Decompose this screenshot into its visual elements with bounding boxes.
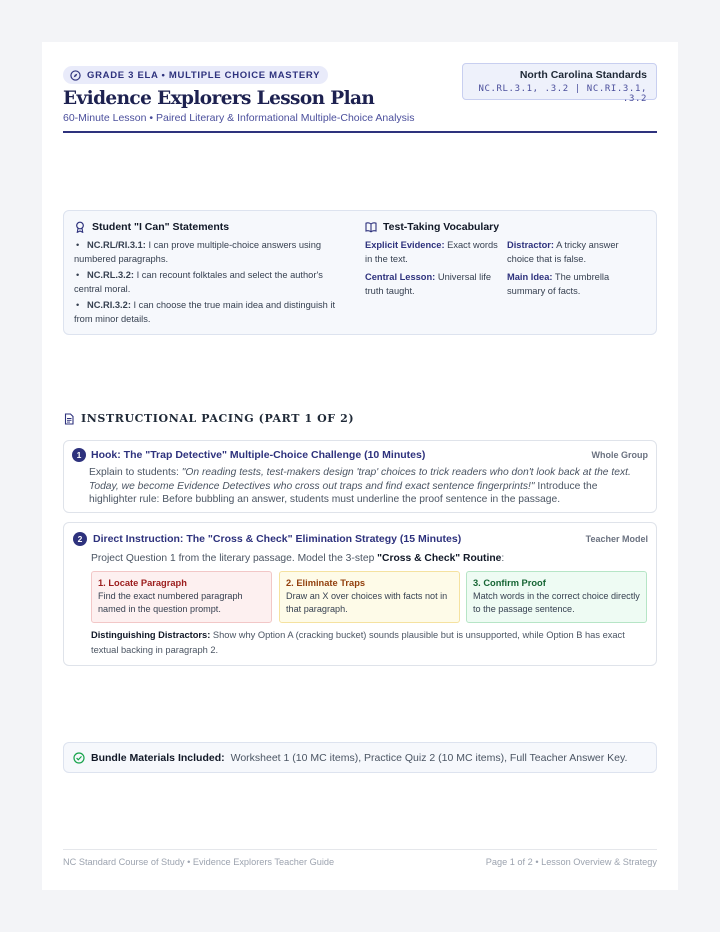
lesson-page — [42, 42, 678, 890]
vocab-item — [507, 270, 647, 298]
grade-pill — [63, 66, 328, 84]
footer-right: Page 1 of 2 • Lesson Overview & Strategy — [485, 857, 657, 867]
step-number: 1 — [72, 448, 86, 462]
footer-left: NC Standard Course of Study • Evidence Explorers Teacher Guide — [63, 857, 335, 867]
routine-name: "Cross & Check" Routine — [377, 553, 502, 564]
ican-heading — [74, 221, 229, 233]
step-tail: Introduce the highlighter rule: Before bubbling an answer, students must underline the proof sentence in the passage. — [89, 480, 598, 505]
header-divider — [63, 131, 657, 133]
objectives-card — [63, 210, 657, 335]
ican-text: I can prove multiple-choice answers using numbered paragraphs. — [74, 240, 322, 264]
page-subtitle: 60-Minute Lesson • Paired Literary & Informational Multiple-Choice Analysis — [63, 112, 415, 124]
standards-codes: NC.RL.3.1, .3.2 | NC.RI.3.1, .3.2 — [478, 84, 647, 104]
standards-title: North Carolina Standards — [519, 69, 647, 81]
step-lead: Explain to students: — [89, 467, 182, 478]
vocab-term: Explicit Evidence: — [365, 240, 445, 250]
sub-box-text: Match words in the correct choice directly to the passage sentence. — [473, 591, 640, 614]
bundle-text: Worksheet 1 (10 MC items), Practice Quiz 2 (10 MC items), Full Teacher Answer Key. — [230, 751, 628, 764]
ican-text: I can recount folktales and select the author's central moral. — [74, 270, 323, 294]
step-body — [89, 466, 644, 507]
footer-divider — [63, 849, 657, 850]
sub-box-text: Draw an X over choices with facts not in that paragraph. — [286, 591, 448, 614]
eliminate-traps-box — [279, 571, 460, 623]
vocab-term: Distractor: — [507, 240, 555, 250]
locate-paragraph-box — [91, 571, 272, 623]
distractors-text: Show why Option A (cracking bucket) sounds plausible but is unsupported, while Option B has exact textual backing in paragraph 2. — [91, 630, 625, 655]
vocab-def: The umbrella summary of facts. — [507, 272, 610, 296]
vocab-item — [507, 238, 647, 266]
vocab-term: Central Lesson: — [365, 272, 436, 282]
pacing-heading-text: INSTRUCTIONAL PACING (PART 1 OF 2) — [81, 412, 355, 425]
sub-box-title: 1. Locate Paragraph — [98, 578, 187, 588]
compass-icon — [70, 70, 81, 81]
check-circle-icon — [73, 752, 85, 764]
ican-item: • NC.RI.3.2: I can choose the true main idea and distinguish it from minor details. — [74, 300, 336, 324]
step-tag: Whole Group — [591, 450, 648, 460]
step-card-direct-instruction — [63, 522, 657, 666]
step-quote: "On reading tests, test-makers design 'trap' choices to trick readers who don't look back at the text. Today, we become Evidence Detectives who cross out traps and find exact sentence fingerprints!" — [89, 467, 631, 492]
ican-heading-text: Student "I Can" Statements — [92, 221, 230, 233]
vocab-heading-text: Test-Taking Vocabulary — [383, 221, 500, 233]
distractors-label: Distinguishing Distractors: — [91, 630, 211, 640]
open-book-icon — [365, 221, 377, 233]
award-ribbon-icon — [74, 221, 86, 233]
ican-code: NC.RL.3.2: — [87, 270, 135, 280]
ican-item: • NC.RL.3.2: I can recount folktales and select the author's central moral. — [74, 270, 323, 294]
bundle-label: Bundle Materials Included: — [91, 751, 225, 764]
ican-list — [74, 238, 342, 328]
page-title: Evidence Explorers Lesson Plan — [63, 88, 375, 109]
vocab-def: Exact words in the text. — [365, 240, 498, 264]
step-title: Direct Instruction: The "Cross & Check" Elimination Strategy (15 Minutes) — [93, 533, 462, 545]
step-tag: Teacher Model — [585, 534, 648, 544]
bundle-materials — [63, 742, 657, 773]
document-icon — [63, 413, 75, 425]
ican-text: I can choose the true main idea and distinguish it from minor details. — [74, 300, 336, 324]
standards-box — [462, 63, 657, 104]
vocab-def: A tricky answer choice that is false. — [507, 240, 619, 264]
step-intro — [91, 552, 646, 566]
distractors-note — [91, 628, 646, 658]
step-intro-text: Project Question 1 from the literary passage. Model the 3-step — [91, 553, 378, 564]
sub-box-title: 3. Confirm Proof — [473, 578, 546, 588]
step-intro-end: : — [501, 553, 505, 564]
step-card-hook — [63, 440, 657, 513]
vocab-term: Main Idea: — [507, 272, 553, 282]
step-number: 2 — [73, 532, 87, 546]
ican-item: • NC.RL/RI.3.1: I can prove multiple-choice answers using numbered paragraphs. — [74, 240, 322, 264]
step-title: Hook: The "Trap Detective" Multiple-Choice Challenge (10 Minutes) — [91, 449, 426, 461]
confirm-proof-box — [466, 571, 647, 623]
sub-box-text: Find the exact numbered paragraph named in the question prompt. — [98, 591, 243, 614]
ican-code: NC.RI.3.2: — [87, 300, 131, 310]
pacing-heading — [63, 412, 354, 425]
ican-code: NC.RL/RI.3.1: — [87, 240, 146, 250]
vocab-heading — [365, 221, 499, 233]
vocab-item — [365, 270, 505, 298]
vocab-item — [365, 238, 505, 266]
vocab-def: Universal life truth taught. — [365, 272, 492, 296]
sub-box-title: 2. Eliminate Traps — [286, 578, 366, 588]
grade-pill-label: GRADE 3 ELA • MULTIPLE CHOICE MASTERY — [87, 69, 321, 81]
